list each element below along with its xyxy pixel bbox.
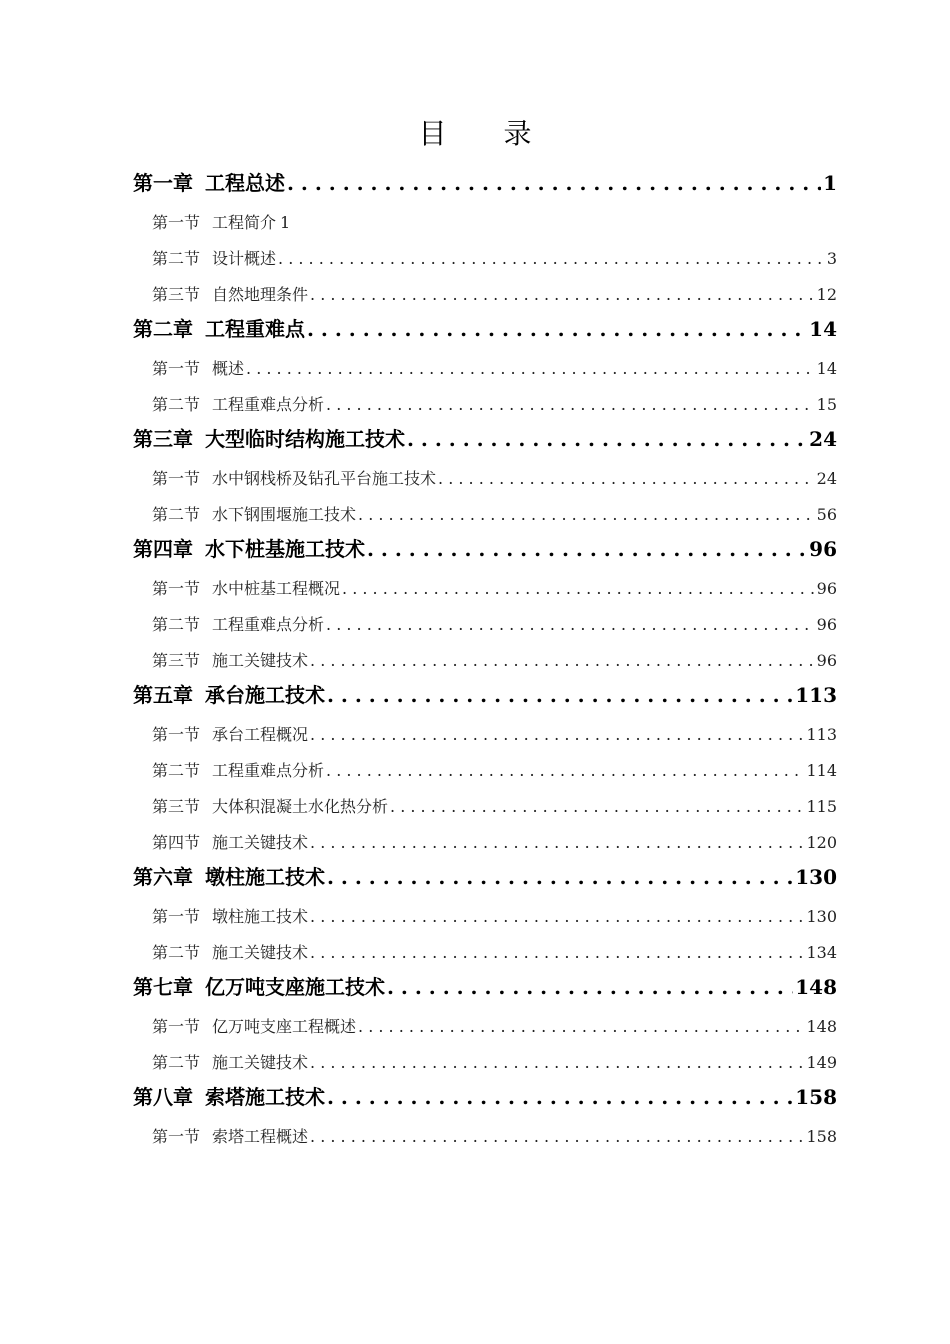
toc-entry-text: 工程重难点分析 <box>212 395 325 414</box>
toc-page-number: 113 <box>795 683 837 707</box>
toc-chapter-row[interactable] <box>133 862 837 892</box>
toc-page-number: 15 <box>816 395 837 414</box>
toc-dot-leader <box>407 424 807 454</box>
toc-entry-label: 第一节 <box>152 907 201 926</box>
toc-entry-text: 承台施工技术 <box>205 683 325 707</box>
toc-dot-leader <box>358 502 815 528</box>
toc-section-row[interactable] <box>152 758 837 784</box>
toc-entry-label: 第一节 <box>152 469 201 488</box>
toc-entry-label: 第一节 <box>152 579 201 598</box>
toc-page-number: 3 <box>826 249 837 268</box>
toc-dot-leader <box>438 466 815 492</box>
toc-entry-label: 第一节 <box>152 1127 201 1146</box>
toc-dot-leader <box>310 830 804 856</box>
toc-entry-label: 第一节 <box>152 725 201 744</box>
toc-entry-text: 工程重难点分析 <box>212 615 325 634</box>
toc-entry-text: 亿万吨支座工程概述 <box>212 1017 357 1036</box>
toc-entry-text: 工程重难点 <box>205 317 305 341</box>
toc-section-row[interactable] <box>152 904 837 930</box>
toc-section-row[interactable] <box>152 466 837 492</box>
toc-entry-text: 工程重难点分析 <box>212 761 325 780</box>
toc-entry-label: 第一节 <box>152 213 201 232</box>
toc-entry-label: 第一章 <box>133 171 193 195</box>
toc-entry-label: 第三节 <box>152 797 201 816</box>
toc-entry-label: 第一节 <box>152 359 201 378</box>
toc-dot-leader <box>310 904 804 930</box>
toc-dot-leader <box>278 246 825 272</box>
toc-section-row[interactable] <box>152 356 837 382</box>
toc-page-number: 1 <box>823 171 837 195</box>
toc-page-number: 96 <box>816 579 837 598</box>
toc-entry-text: 大体积混凝土水化热分析 <box>212 797 389 816</box>
toc-page-number: 96 <box>816 615 837 634</box>
toc-entry-label: 第三节 <box>152 651 201 670</box>
toc-dot-leader <box>326 392 815 418</box>
toc-dot-leader <box>287 168 821 198</box>
toc-chapter-row[interactable] <box>133 424 837 454</box>
toc-entry-label: 第三章 <box>133 427 193 451</box>
toc-page-number: 134 <box>806 943 837 962</box>
toc-section-row[interactable] <box>152 1014 837 1040</box>
toc-entry-text: 墩柱施工技术 <box>212 907 309 926</box>
toc-page-number: 148 <box>806 1017 837 1036</box>
toc-section-row[interactable] <box>152 282 837 308</box>
toc-dot-leader <box>310 282 815 308</box>
toc-dot-leader <box>390 794 804 820</box>
toc-entry-label: 第二节 <box>152 249 201 268</box>
toc-entry-label: 第二节 <box>152 1053 201 1072</box>
toc-page-number: 12 <box>816 285 837 304</box>
toc-page-number: 1 <box>280 213 291 232</box>
toc-page-number: 148 <box>795 975 837 999</box>
toc-dot-leader <box>342 576 815 602</box>
toc-entry-text: 索塔施工技术 <box>205 1085 325 1109</box>
toc-page-number: 113 <box>806 725 837 744</box>
toc-dot-leader <box>327 1082 793 1112</box>
toc-entry-label: 第三节 <box>152 285 201 304</box>
toc-dot-leader <box>326 758 804 784</box>
toc-entry-text: 施工关键技术 <box>212 833 309 852</box>
toc-page-number: 56 <box>816 505 837 524</box>
toc-chapter-row[interactable] <box>133 1082 837 1112</box>
toc-entry-label: 第二节 <box>152 943 201 962</box>
toc-dot-leader <box>310 1124 804 1150</box>
toc-section-row[interactable] <box>152 612 837 638</box>
toc-dot-leader <box>310 722 804 748</box>
toc-page-number: 149 <box>806 1053 837 1072</box>
toc-entry-text: 自然地理条件 <box>212 285 309 304</box>
toc-section-row[interactable] <box>152 794 837 820</box>
toc-section-row[interactable] <box>152 648 837 674</box>
toc-dot-leader <box>387 972 793 1002</box>
toc-dot-leader <box>310 1050 804 1076</box>
toc-section-row[interactable] <box>152 1124 837 1150</box>
toc-page-number: 130 <box>795 865 837 889</box>
toc-section-row[interactable] <box>152 830 837 856</box>
toc-entry-text: 水下钢围堰施工技术 <box>212 505 357 524</box>
toc-section-row[interactable] <box>152 210 837 236</box>
toc-dot-leader <box>310 940 804 966</box>
toc-page-number: 96 <box>809 537 837 561</box>
toc-page-number: 24 <box>809 427 837 451</box>
toc-dot-leader <box>246 356 815 382</box>
toc-page-number: 114 <box>806 761 837 780</box>
toc-entry-label: 第七章 <box>133 975 193 999</box>
toc-title: 目 录 <box>418 117 556 150</box>
toc-page-number: 130 <box>806 907 837 926</box>
toc-entry-label: 第二节 <box>152 395 201 414</box>
toc-dot-leader <box>310 648 815 674</box>
toc-entry-text: 承台工程概况 <box>212 725 309 744</box>
toc-entry-text: 水中桩基工程概况 <box>212 579 341 598</box>
toc-chapter-row[interactable] <box>133 680 837 710</box>
toc-section-row[interactable] <box>152 502 837 528</box>
toc-entry-text: 索塔工程概述 <box>212 1127 309 1146</box>
toc-entry-text: 概述 <box>212 359 245 378</box>
toc-dot-leader <box>326 612 815 638</box>
toc-entry-label: 第二节 <box>152 615 201 634</box>
toc-section-row[interactable] <box>152 1050 837 1076</box>
toc-entry-text: 水中钢栈桥及钻孔平台施工技术 <box>212 469 437 488</box>
toc-entry-text: 墩柱施工技术 <box>205 865 325 889</box>
toc-section-row[interactable] <box>152 722 837 748</box>
toc-entry-label: 第二节 <box>152 761 201 780</box>
toc-entry-label: 第八章 <box>133 1085 193 1109</box>
toc-entry-label: 第二章 <box>133 317 193 341</box>
toc-entry-label: 第六章 <box>133 865 193 889</box>
toc-dot-leader <box>307 314 807 344</box>
toc-chapter-row[interactable] <box>133 314 837 344</box>
toc-entry-text: 设计概述 <box>212 249 277 268</box>
toc-section-row[interactable] <box>152 940 837 966</box>
toc-chapter-row[interactable] <box>133 534 837 564</box>
toc-dot-leader <box>327 862 793 892</box>
toc-entry-text: 施工关键技术 <box>212 651 309 670</box>
toc-entry-label: 第五章 <box>133 683 193 707</box>
toc-entry-text: 施工关键技术 <box>212 943 309 962</box>
toc-entry-text: 工程简介 <box>212 213 277 232</box>
toc-section-row[interactable] <box>152 392 837 418</box>
toc-section-row[interactable] <box>152 576 837 602</box>
toc-page-number: 96 <box>816 651 837 670</box>
toc-entry-text: 大型临时结构施工技术 <box>205 427 405 451</box>
toc-page-number: 14 <box>816 359 837 378</box>
toc-entry-label: 第二节 <box>152 505 201 524</box>
toc-page-number: 158 <box>806 1127 837 1146</box>
toc-entry-label: 第四节 <box>152 833 201 852</box>
toc-dot-leader <box>327 680 793 710</box>
toc-chapter-row[interactable] <box>133 972 837 1002</box>
toc-entry-text: 工程总述 <box>205 171 285 195</box>
toc-dot-leader <box>358 1014 804 1040</box>
toc-page-number: 14 <box>809 317 837 341</box>
toc-page-number: 158 <box>795 1085 837 1109</box>
toc-entry-label: 第四章 <box>133 537 193 561</box>
toc-entry-label: 第一节 <box>152 1017 201 1036</box>
toc-page-number: 115 <box>806 797 837 816</box>
toc-page-number: 24 <box>816 469 837 488</box>
toc-entry-text: 亿万吨支座施工技术 <box>205 975 385 999</box>
toc-chapter-row[interactable] <box>133 168 837 198</box>
toc-page-number: 120 <box>806 833 837 852</box>
toc-entry-text: 施工关键技术 <box>212 1053 309 1072</box>
toc-section-row[interactable] <box>152 246 837 272</box>
toc-dot-leader <box>367 534 807 564</box>
toc-entry-text: 水下桩基施工技术 <box>205 537 365 561</box>
